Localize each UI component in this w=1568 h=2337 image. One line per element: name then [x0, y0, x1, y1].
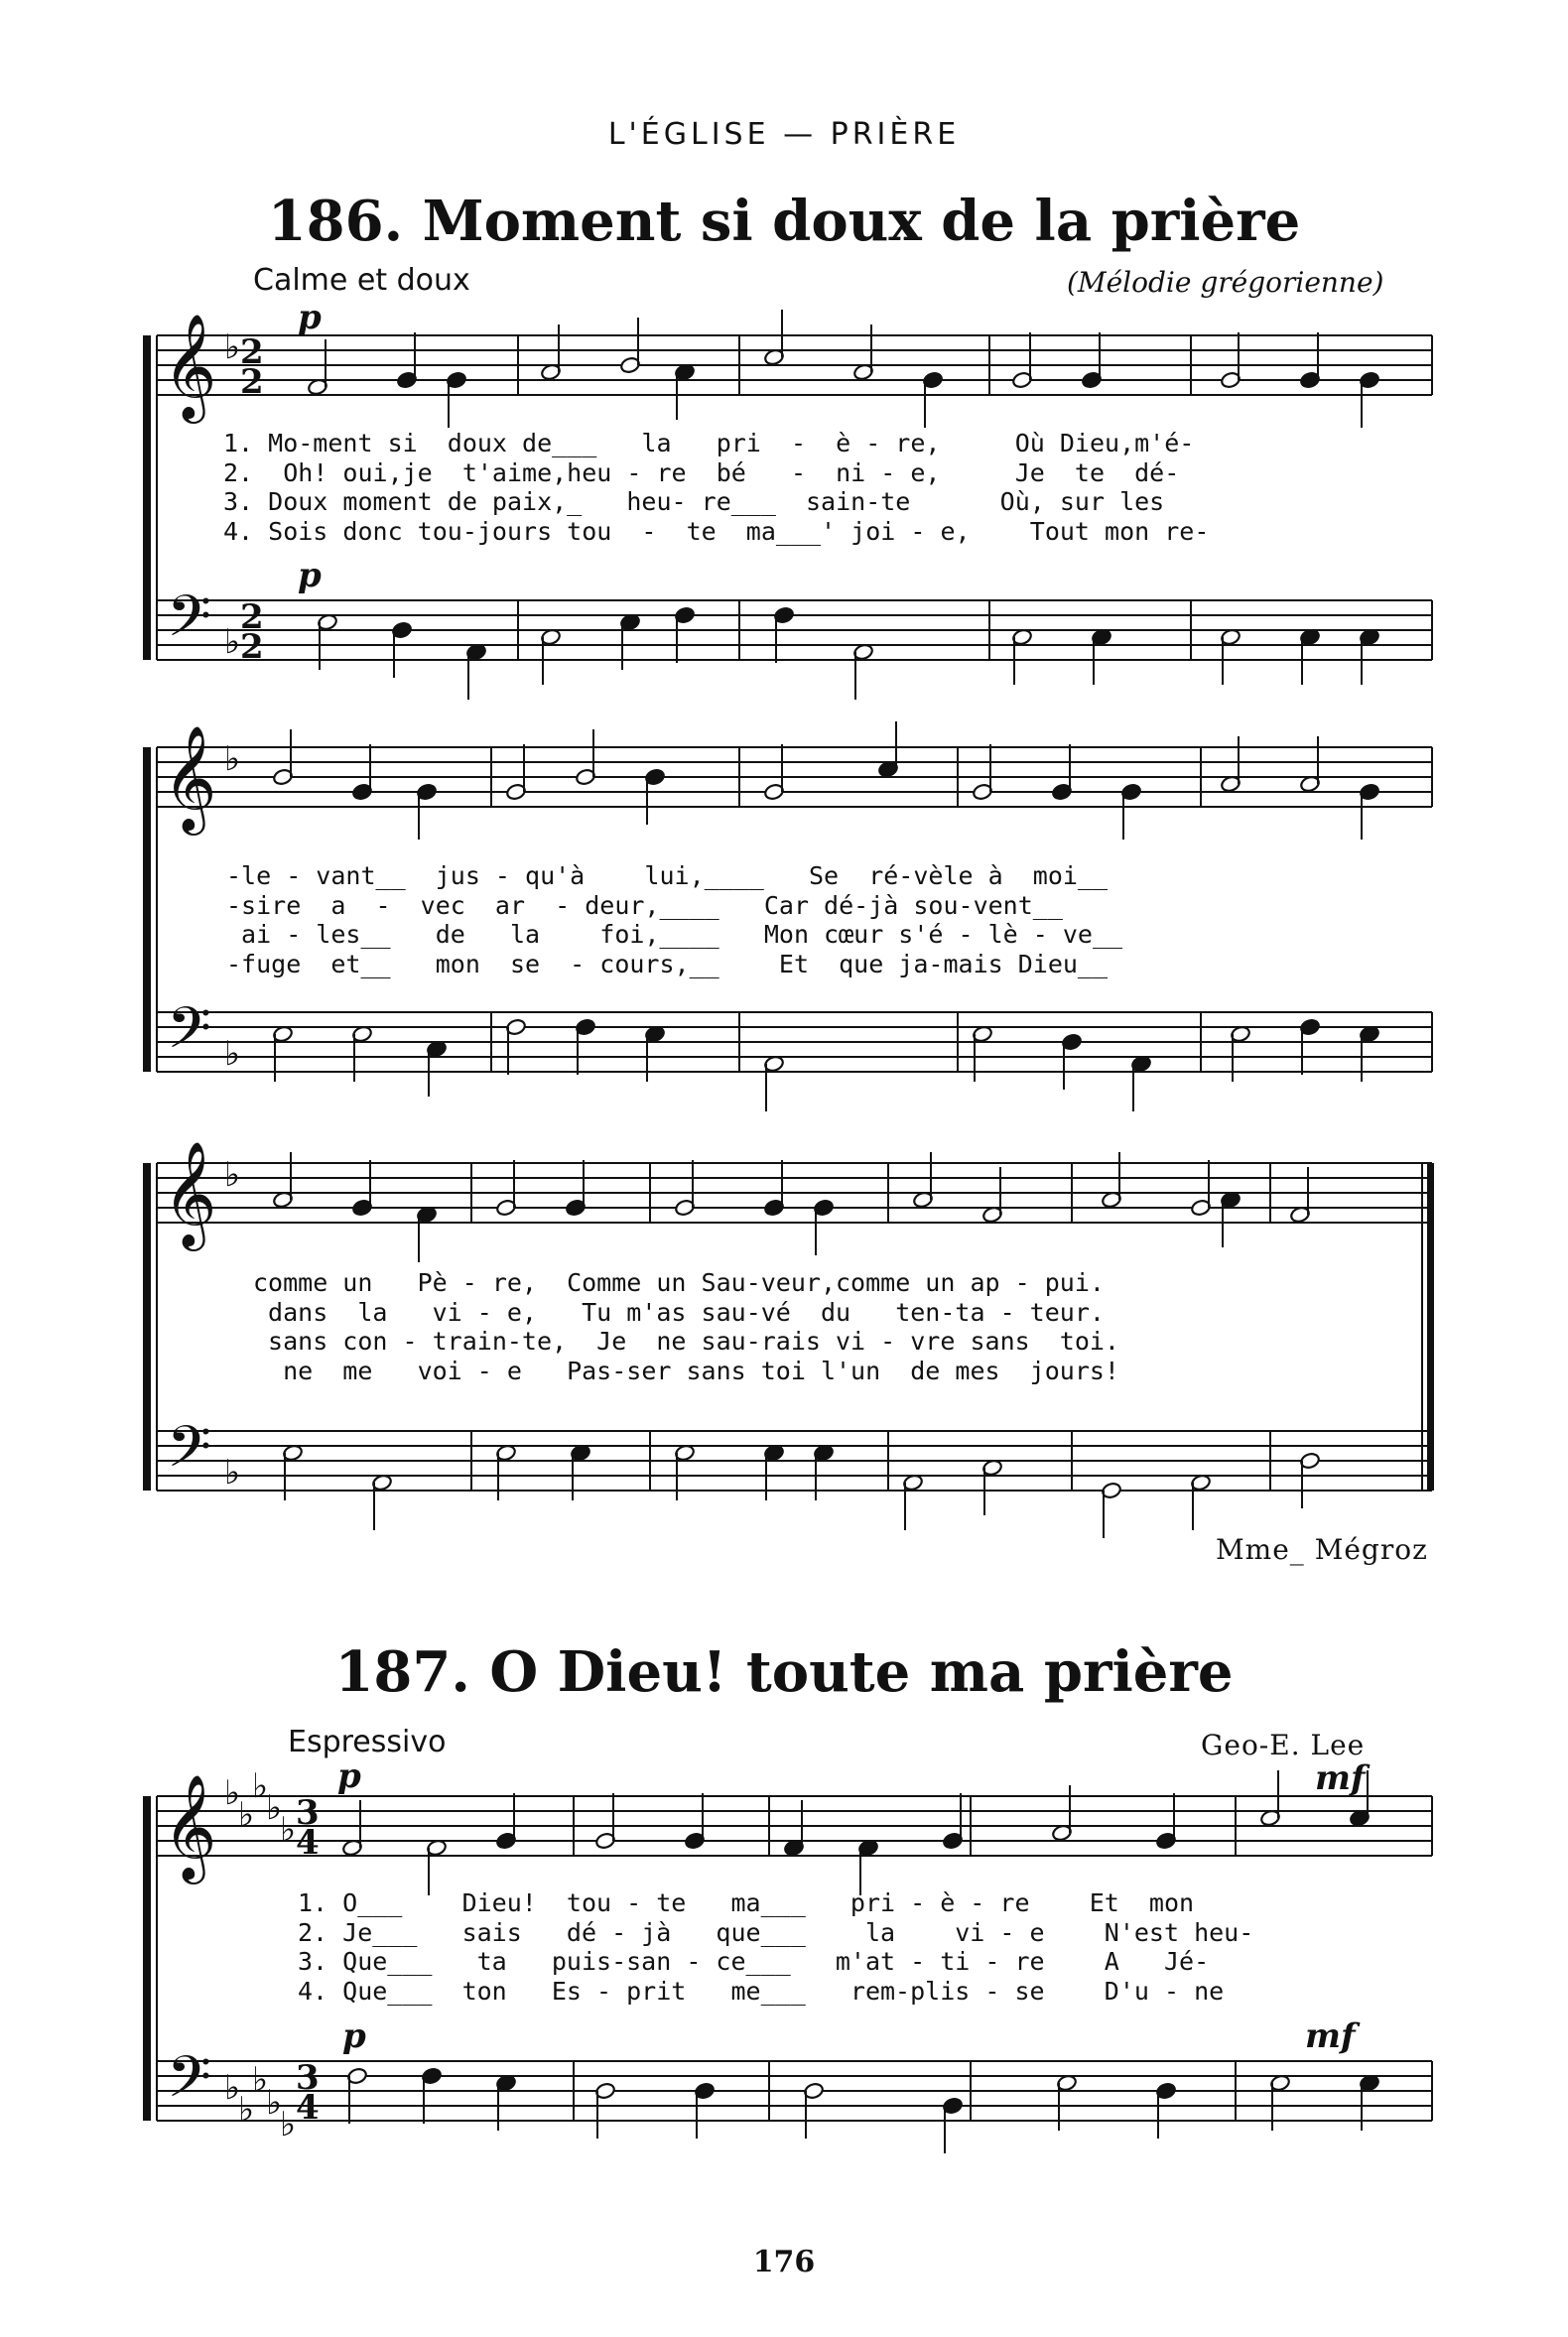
lyric-line: 1. O___ Dieu! tou - te ma___ pri - è - re Et mon: [298, 1888, 1195, 1917]
hymn-187-dynamic-bass-end: mf: [1305, 2016, 1356, 2056]
flat-icon: ♭: [252, 2060, 269, 2100]
lyric-line: -sire a - vec ar - deur,____ Car dé-jà sou-vent__: [226, 890, 1063, 920]
time-signature-bottom: 2: [240, 362, 264, 402]
lyric-line: comme un Pè - re, Comme un Sau-veur,comme un ap - pui.: [253, 1268, 1105, 1297]
flat-icon: ♭: [280, 2105, 297, 2144]
flat-icon: ♭: [224, 622, 241, 662]
flat-icon: ♭: [266, 2083, 283, 2123]
time-signature-top: 2: [240, 332, 264, 372]
time-signature-top: 3: [296, 2058, 320, 2098]
running-head: L'ÉGLISE — PRIÈRE: [607, 117, 961, 152]
lyric-line: 4. Sois donc tou-jours tou - te ma___' joi - e, Tout mon re-: [223, 516, 1210, 546]
hymn-186-source: (Mélodie grégorienne): [1067, 266, 1384, 299]
bass-clef-icon: 𝄢: [167, 2043, 212, 2125]
hymn-187-dynamic-treble-end: mf: [1315, 1758, 1366, 1798]
flat-icon: ♭: [280, 1810, 297, 1850]
lyric-line: -le - vant__ jus - qu'à lui,____ Se ré-vèle à moi__: [226, 861, 1109, 890]
lyric-line: 4. Que___ ton Es - prit me___ rem-plis - se D'u - ne: [298, 1976, 1225, 2006]
time-signature-top: 2: [240, 597, 264, 637]
flat-icon: ♭: [224, 1773, 241, 1813]
flat-icon: ♭: [224, 1034, 241, 1074]
flat-icon: ♭: [224, 2068, 241, 2108]
flat-icon: ♭: [238, 1795, 255, 1835]
lyric-line: 3. Que___ ta puis-san - ce___ m'at - ti - re A Jé-: [298, 1947, 1210, 1976]
system-bracket: [143, 747, 151, 1072]
bass-clef-icon: 𝄢: [167, 994, 212, 1076]
hymn-187-composer: Geo-E. Lee: [1201, 1729, 1366, 1761]
flat-icon: ♭: [224, 1453, 241, 1493]
hymn-187-dynamic-bass-start: p: [342, 2016, 366, 2056]
lyric-line: 2. Je___ sais dé - jà que___ la vi - e N'est heu-: [298, 1917, 1254, 1947]
time-signature-bottom: 2: [240, 627, 264, 667]
system-bracket: [143, 335, 151, 660]
lyric-line: ne me voi - e Pas-ser sans toi l'un de mes jours!: [253, 1356, 1119, 1385]
hymn-187-title: 187. O Dieu! toute ma prière: [334, 1639, 1234, 1705]
lyric-line: ai - les__ de la foi,____ Mon cœur s'é - lè - ve__: [226, 920, 1123, 949]
final-barline-thick: [1427, 1163, 1434, 1491]
hymn-186-credit: Mme_ Mégroz: [1216, 1533, 1428, 1566]
flat-icon: ♭: [224, 1155, 241, 1195]
treble-clef-icon: 𝄞: [163, 1140, 217, 1246]
page-number: 176: [752, 2245, 816, 2279]
flat-icon: ♭: [252, 1766, 269, 1806]
bass-clef-icon: 𝄢: [167, 1413, 212, 1494]
flat-icon: ♭: [266, 1788, 283, 1828]
lyric-line: -fuge et__ mon se - cours,__ Et que ja-mais Dieu__: [226, 949, 1109, 978]
hymn-186-tempo: Calme et doux: [253, 263, 470, 298]
treble-clef-icon: 𝄞: [163, 724, 217, 831]
lyric-line: 2. Oh! oui,je t'aime,heu - re bé - ni - e, Je te dé-: [223, 457, 1180, 487]
hymn-186-dynamic-treble: p: [298, 298, 322, 337]
hymn-187-tempo: Espressivo: [288, 1725, 447, 1759]
time-signature-top: 3: [296, 1793, 320, 1833]
time-signature-bottom: 4: [296, 1823, 320, 1863]
treble-clef-icon: 𝄞: [163, 1773, 217, 1880]
time-signature-bottom: 4: [296, 2088, 320, 2128]
lyric-line: sans con - train-te, Je ne sau-rais vi - vre sans toi.: [253, 1327, 1119, 1356]
flat-icon: ♭: [238, 2090, 255, 2130]
lyric-line: dans la vi - e, Tu m'as sau-vé du ten-ta - teur.: [253, 1297, 1105, 1327]
lyric-line: 3. Doux moment de paix,_ heu- re___ sain-te Où, sur les: [223, 487, 1165, 516]
hymn-186-title: 186. Moment si doux de la prière: [267, 189, 1301, 254]
system-bracket: [143, 1796, 151, 2121]
system-bracket: [143, 1163, 151, 1491]
hymn-186-dynamic-bass: p: [298, 556, 322, 595]
lyric-line: 1. Mo-ment si doux de___ la pri - è - re, Où Dieu,m'é-: [223, 429, 1195, 457]
flat-icon: ♭: [224, 327, 241, 367]
bass-clef-icon: 𝄢: [167, 583, 212, 664]
hymn-187-dynamic-treble-start: p: [337, 1756, 361, 1796]
treble-clef-icon: 𝄞: [163, 313, 217, 419]
flat-icon: ♭: [224, 739, 241, 779]
